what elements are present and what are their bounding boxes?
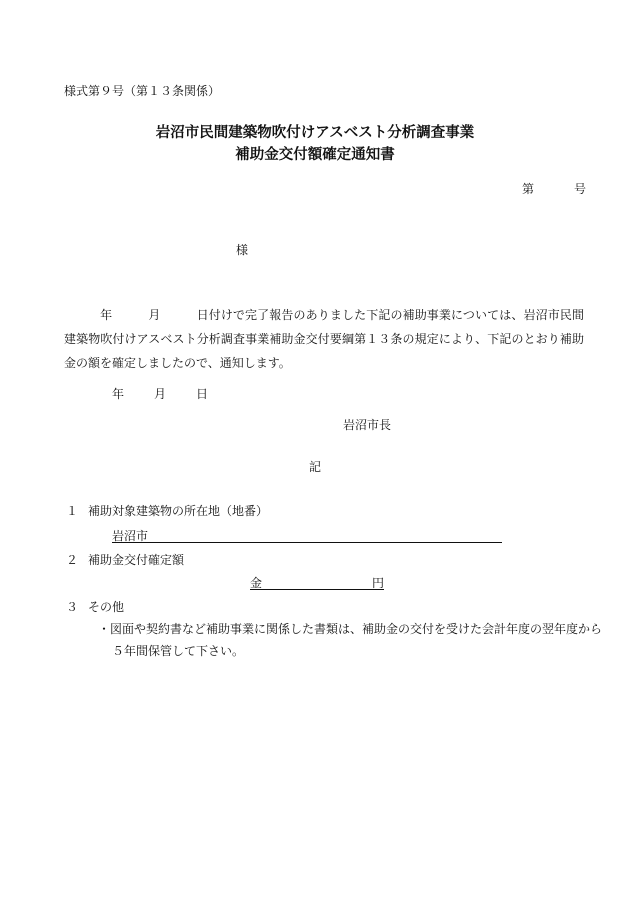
note-line-1: ・図面や契約書など補助事業に関係した書類は、補助金の交付を受けた会計年度の翌年度から xyxy=(98,622,603,636)
item-2-number: ２ xyxy=(66,553,79,567)
location-field[interactable] xyxy=(112,527,502,543)
issuer-title: 岩沼市長 xyxy=(343,418,392,432)
item-1-label: 補助対象建築物の所在地（地番） xyxy=(88,504,269,518)
amount-suffix: 円 xyxy=(371,576,384,590)
amount-field[interactable] xyxy=(250,574,384,590)
body-month: 月 xyxy=(148,308,161,322)
body-paragraph xyxy=(64,303,584,375)
item-3-label: その他 xyxy=(88,600,125,614)
issue-day: 日 xyxy=(196,387,209,401)
item-2-label: 補助金交付確定額 xyxy=(88,553,185,567)
document-title-line2: 補助金交付額確定通知書 xyxy=(235,147,395,163)
body-text: 日付けで完了報告のありました下記の補助事業については、岩沼市民間建築物吹付けアスベスト分析調査事業補助金交付要綱第１３条の規定により、下記のとおり補助金の額を確定しましたので、通知します。 xyxy=(64,308,584,370)
document-title-line1: 岩沼市民間建築物吹付けアスベスト分析調査事業 xyxy=(155,125,475,141)
ki-heading: 記 xyxy=(308,460,321,474)
document-number xyxy=(522,180,586,197)
item-1-number: １ xyxy=(66,504,79,518)
form-number: 様式第９号（第１３条関係） xyxy=(64,84,221,98)
location-city: 岩沼市 xyxy=(112,529,149,543)
issue-year: 年 xyxy=(112,387,125,401)
note-line-2: ５年間保管して下さい。 xyxy=(112,644,245,658)
issue-date xyxy=(112,385,208,402)
addressee-honorific: 様 xyxy=(236,243,249,257)
doc-number-prefix: 第 xyxy=(522,182,535,196)
item-3-number: ３ xyxy=(66,600,79,614)
body-year: 年 xyxy=(100,308,113,322)
issue-month: 月 xyxy=(154,387,167,401)
amount-prefix: 金 xyxy=(250,576,263,590)
doc-number-suffix: 号 xyxy=(574,182,587,196)
